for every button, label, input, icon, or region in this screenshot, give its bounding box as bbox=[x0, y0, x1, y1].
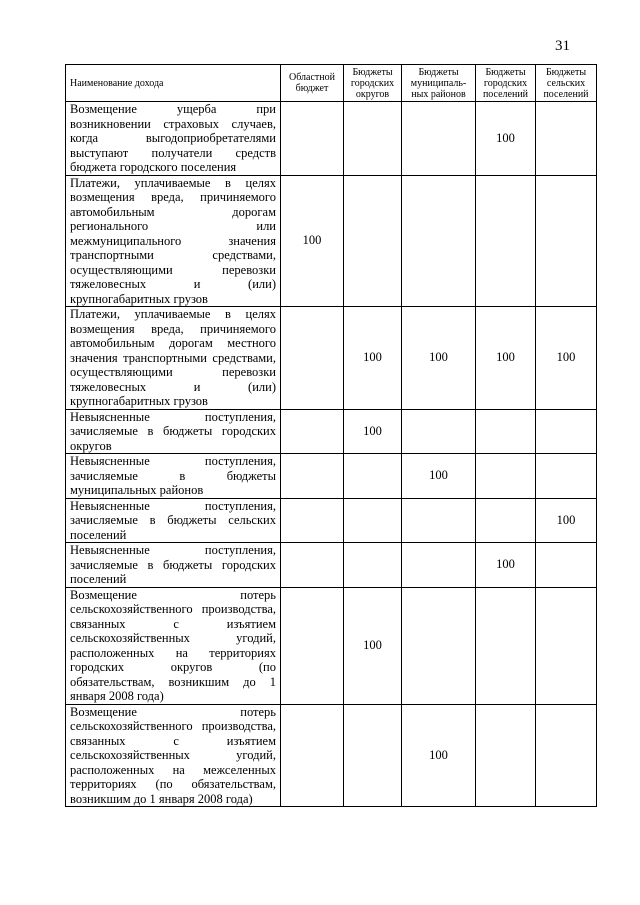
revenue-name-cell: Платежи, уплачиваемые в целях возмещения вреда, причиняемого автомобильным дорогам местного значения транспортными средствами, осуществляющими перевозки тяжеловесных и (или) крупногабаритных грузов bbox=[66, 307, 281, 410]
rural-settlement-cell bbox=[536, 543, 597, 588]
rural-settlement-cell bbox=[536, 175, 597, 307]
rural-settlement-cell bbox=[536, 102, 597, 176]
urban-settlement-cell: 100 bbox=[476, 102, 536, 176]
urban-settlement-cell bbox=[476, 175, 536, 307]
header-urban-settlement-budgets: Бюджеты городских поселений bbox=[476, 65, 536, 102]
table-row bbox=[66, 409, 597, 454]
table-row bbox=[66, 454, 597, 499]
city-district-cell bbox=[344, 543, 402, 588]
revenue-name-cell: Возмещение потерь сельскохозяйственного производства, связанных с изъятием сельскохозяйственных угодий, расположенных на территориях городских округов (по обязательствам, возникшим до 1 января 2008 года) bbox=[66, 587, 281, 704]
rural-settlement-cell bbox=[536, 587, 597, 704]
city-district-cell bbox=[344, 498, 402, 543]
table-row bbox=[66, 587, 597, 704]
rural-settlement-cell: 100 bbox=[536, 307, 597, 410]
city-district-cell: 100 bbox=[344, 587, 402, 704]
revenue-name-cell: Невыясненные поступления, зачисляемые в бюджеты городских поселений bbox=[66, 543, 281, 588]
revenue-name-cell: Платежи, уплачиваемые в целях возмещения вреда, причиняемого автомобильным дорогам регионального или межмуниципального значения транспортными средствами, осуществляющими перевозки тяжеловесных и (или) крупногабаритных грузов bbox=[66, 175, 281, 307]
oblast-cell bbox=[281, 704, 344, 807]
municipal-district-cell: 100 bbox=[402, 307, 476, 410]
urban-settlement-cell: 100 bbox=[476, 307, 536, 410]
urban-settlement-cell bbox=[476, 704, 536, 807]
city-district-cell bbox=[344, 175, 402, 307]
header-rural-settlement-budgets: Бюджеты сельских поселений bbox=[536, 65, 597, 102]
urban-settlement-cell bbox=[476, 498, 536, 543]
city-district-cell bbox=[344, 704, 402, 807]
header-revenue-name: Наименование дохода bbox=[66, 65, 281, 102]
header-municipal-district-budgets: Бюджеты муниципаль-ных районов bbox=[402, 65, 476, 102]
oblast-cell bbox=[281, 102, 344, 176]
table-row bbox=[66, 175, 597, 307]
table-row bbox=[66, 102, 597, 176]
revenue-name-cell: Возмещение ущерба при возникновении страховых случаев, когда выгодоприобретателями выступают получатели средств бюджета городского поселения bbox=[66, 102, 281, 176]
revenue-name-cell: Невыясненные поступления, зачисляемые в бюджеты городских округов bbox=[66, 409, 281, 454]
oblast-cell bbox=[281, 307, 344, 410]
rural-settlement-cell: 100 bbox=[536, 498, 597, 543]
table-row bbox=[66, 498, 597, 543]
oblast-cell bbox=[281, 409, 344, 454]
municipal-district-cell bbox=[402, 498, 476, 543]
revenue-name-cell: Возмещение потерь сельскохозяйственного производства, связанных с изъятием сельскохозяйственных угодий, расположенных на межселенных территориях (по обязательствам, возникшим до 1 января 2008 года) bbox=[66, 704, 281, 807]
urban-settlement-cell bbox=[476, 454, 536, 499]
header-city-district-budgets: Бюджеты городских округов bbox=[344, 65, 402, 102]
municipal-district-cell: 100 bbox=[402, 704, 476, 807]
table-row bbox=[66, 543, 597, 588]
city-district-cell bbox=[344, 102, 402, 176]
municipal-district-cell: 100 bbox=[402, 454, 476, 499]
municipal-district-cell bbox=[402, 102, 476, 176]
rural-settlement-cell bbox=[536, 704, 597, 807]
header-oblast-budget: Областной бюджет bbox=[281, 65, 344, 102]
municipal-district-cell bbox=[402, 409, 476, 454]
urban-settlement-cell: 100 bbox=[476, 543, 536, 588]
oblast-cell bbox=[281, 454, 344, 499]
city-district-cell bbox=[344, 454, 402, 499]
municipal-district-cell bbox=[402, 175, 476, 307]
table-row bbox=[66, 704, 597, 807]
city-district-cell: 100 bbox=[344, 409, 402, 454]
oblast-cell bbox=[281, 587, 344, 704]
table-row bbox=[66, 307, 597, 410]
municipal-district-cell bbox=[402, 587, 476, 704]
revenue-name-cell: Невыясненные поступления, зачисляемые в бюджеты сельских поселений bbox=[66, 498, 281, 543]
revenue-name-cell: Невыясненные поступления, зачисляемые в бюджеты муниципальных районов bbox=[66, 454, 281, 499]
page-number: 31 bbox=[555, 38, 570, 54]
urban-settlement-cell bbox=[476, 409, 536, 454]
rural-settlement-cell bbox=[536, 409, 597, 454]
urban-settlement-cell bbox=[476, 587, 536, 704]
oblast-cell: 100 bbox=[281, 175, 344, 307]
municipal-district-cell bbox=[402, 543, 476, 588]
rural-settlement-cell bbox=[536, 454, 597, 499]
revenue-distribution-table bbox=[65, 64, 597, 807]
table-header-row bbox=[66, 65, 597, 102]
oblast-cell bbox=[281, 543, 344, 588]
oblast-cell bbox=[281, 498, 344, 543]
city-district-cell: 100 bbox=[344, 307, 402, 410]
